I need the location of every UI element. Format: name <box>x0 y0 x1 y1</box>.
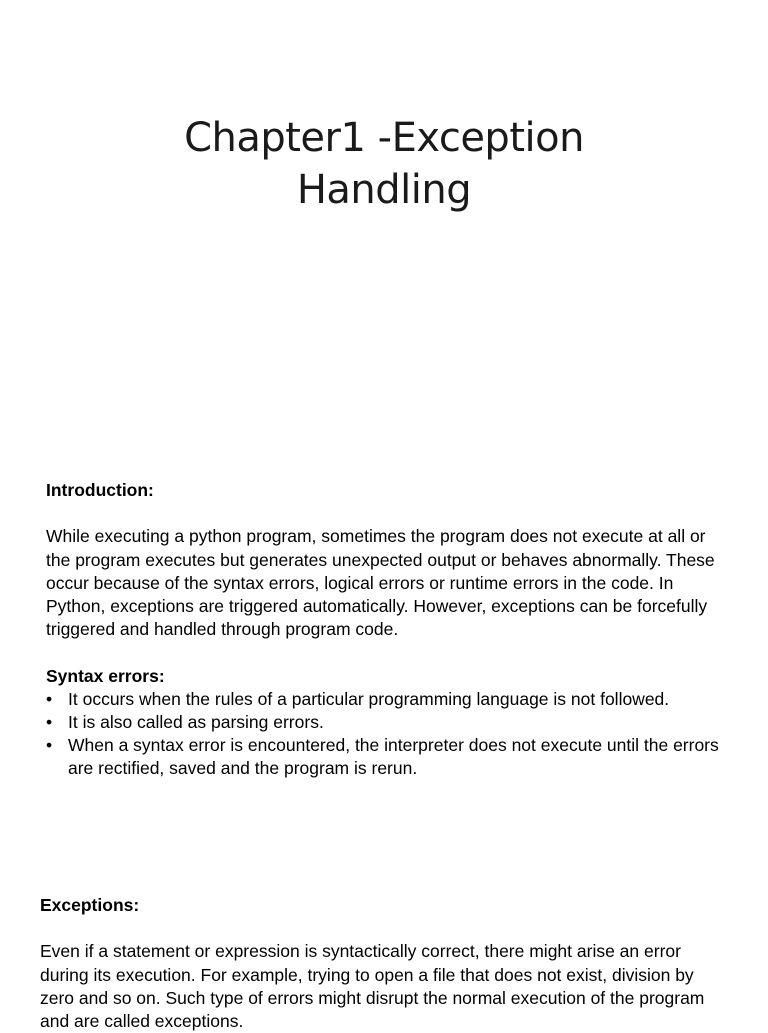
introduction-heading: Introduction: <box>46 480 154 500</box>
exceptions-section <box>40 894 730 1033</box>
list-item-text: It is also called as parsing errors. <box>68 712 324 732</box>
chapter-title <box>0 112 768 216</box>
syntax-errors-list <box>46 688 726 781</box>
list-item-text: When a syntax error is encountered, the interpreter does not execute until the errors are rectified, saved and the program is rerun. <box>68 735 719 779</box>
list-item <box>46 711 726 734</box>
introduction-paragraph: While executing a python program, sometimes the program does not execute at all or the program executes but generates unexpected output or behaves abnormally. These occur because of the syntax errors, logical errors or runtime errors in the code. In Python, exceptions are triggered automatically. However, exceptions can be forcefully triggered and handled through program code. <box>46 526 715 640</box>
list-item-text: It occurs when the rules of a particular programming language is not followed. <box>68 688 670 709</box>
exceptions-paragraph: Even if a statement or expression is syntactically correct, there might arise an error during its execution. For example, trying to open a file that does not exist, division by zero and so on. Such type of errors might disrupt the normal execution of the program and are called exceptions. <box>40 941 705 1031</box>
list-item <box>46 688 726 711</box>
bullet-icon: • <box>46 688 53 709</box>
spacer <box>40 917 730 940</box>
syntax-errors-heading: Syntax errors: <box>46 665 165 686</box>
bullet-icon: • <box>46 712 53 732</box>
bullet-icon: • <box>46 735 53 756</box>
spacer <box>46 502 726 525</box>
chapter-title-line-2: Handling <box>296 167 472 213</box>
introduction-section <box>46 479 726 781</box>
list-item <box>46 734 726 780</box>
exceptions-heading: Exceptions: <box>40 895 140 915</box>
chapter-title-line-1: Chapter1 -Exception <box>184 115 584 161</box>
spacer <box>46 641 726 664</box>
